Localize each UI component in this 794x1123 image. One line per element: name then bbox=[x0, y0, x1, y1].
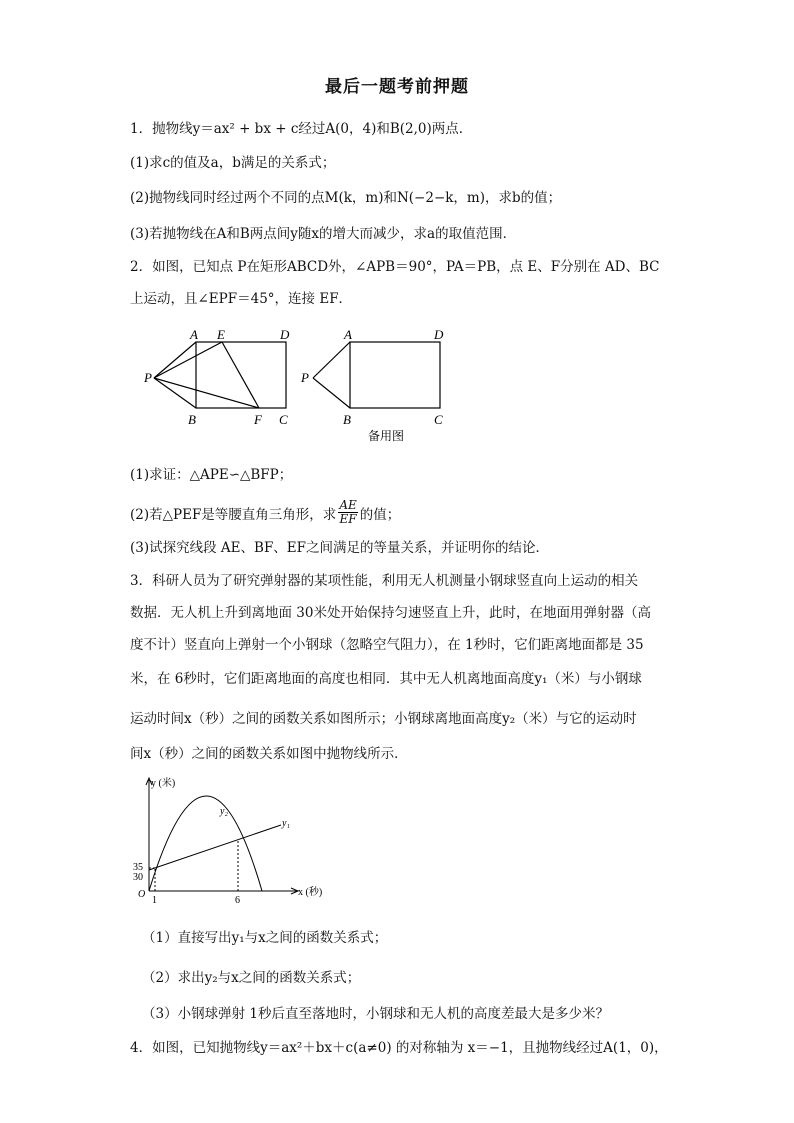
q3-line6: 间x（秒）之间的函数关系如图中抛物线所示． bbox=[130, 746, 408, 762]
q2-stem-line1: 2．如图，已知点 P在矩形ABCD外，∠APB＝90°，PA＝PB，点 E、F分别在 AD、BC bbox=[130, 259, 660, 275]
label-a-2: A bbox=[344, 327, 352, 342]
backup-figure-caption: 备用图 bbox=[368, 429, 405, 443]
q2-part1: (1)求证：△APE∽△BFP； bbox=[130, 467, 293, 483]
label-f: F bbox=[254, 412, 262, 427]
line-y1 bbox=[149, 825, 281, 870]
label-d-2: D bbox=[434, 327, 444, 342]
label-c-2: C bbox=[434, 412, 443, 427]
page-title: 最后一题考前押题 bbox=[325, 77, 469, 97]
curve-label-y1: y₁ bbox=[282, 818, 290, 829]
origin-label: O bbox=[138, 889, 146, 900]
q3-graph bbox=[130, 774, 330, 914]
q1-part3: (3)若抛物线在A和B两点间y随x的增大而减少，求a的取值范围． bbox=[130, 226, 517, 242]
q3-part2: （2）求出y₂与x之间的函数关系式； bbox=[142, 970, 361, 986]
q3-line4: 米，在 6秒时，它们距离地面的高度也相同．其中无人机离地面高度y₁（米）与小钢球 bbox=[130, 671, 642, 687]
q3-part1: （1）直接写出y₁与x之间的函数关系式； bbox=[142, 930, 388, 946]
label-b-2: B bbox=[343, 412, 351, 427]
y-axis-label: y (米) bbox=[151, 778, 176, 789]
q1-stem: 1．抛物线y＝ax² + bx + c经过A(0，4)和B(2,0)两点． bbox=[130, 121, 473, 137]
y-tick-30: 30 bbox=[133, 872, 143, 883]
label-b: B bbox=[188, 412, 196, 427]
q2-stem-line2: 上运动，且∠EPF＝45°，连接 EF． bbox=[130, 291, 353, 307]
q2-figure bbox=[138, 326, 458, 446]
x-tick-1: 1 bbox=[152, 895, 157, 906]
q3-line2: 数据．无人机上升到离地面 30米处开始保持匀速竖直上升，此时，在地面用弹射器（高 bbox=[130, 605, 651, 621]
x-axis-label: x (秒) bbox=[298, 887, 323, 898]
q3-line1: 3．科研人员为了研究弹射器的某项性能，利用无人机测量小钢球竖直向上运动的相关 bbox=[130, 573, 639, 589]
q1-part1: (1)求c的值及a，b满足的关系式； bbox=[130, 155, 336, 171]
label-p: P bbox=[144, 370, 152, 385]
q2-part3: (3)试探究线段 AE、BF、EF之间满足的等量关系，并证明你的结论． bbox=[130, 540, 550, 556]
q3-line3: 度不计）竖直向上弹射一个小钢球（忽略空气阻力），在 1秒时，它们距离地面都是 35 bbox=[130, 637, 644, 653]
y-tick-35: 35 bbox=[133, 862, 143, 873]
q4-stem: 4．如图，已知抛物线y＝ax²＋bx＋c(a≠0) 的对称轴为 x＝−1，且抛物线经过A(1，0)， bbox=[130, 1040, 668, 1056]
q2-part2-pre: (2)若△PEF是等腰直角三角形，求 bbox=[130, 506, 337, 523]
label-a: A bbox=[190, 327, 198, 342]
q1-part2: (2)抛物线同时经过两个不同的点M(k，m)和N(−2−k，m)，求b的值； bbox=[130, 190, 562, 206]
x-tick-6: 6 bbox=[235, 895, 240, 906]
label-e: E bbox=[217, 327, 225, 342]
q3-part3: （3）小钢球弹射 1秒后直至落地时，小钢球和无人机的高度差最大是多少米？ bbox=[142, 1006, 609, 1022]
fraction-denominator: EF bbox=[339, 512, 357, 526]
parabola-y2 bbox=[149, 796, 262, 891]
q2-part2 bbox=[130, 499, 400, 526]
q3-line5: 运动时间x（秒）之间的函数关系如图所示；小钢球离地面高度y₂（米）与它的运动时 bbox=[130, 711, 637, 727]
rect-abcd-2 bbox=[350, 342, 440, 408]
fraction-numerator: AE bbox=[339, 498, 357, 512]
q2-part2-post: 的值； bbox=[359, 506, 401, 523]
label-p-2: P bbox=[301, 370, 309, 385]
label-d: D bbox=[280, 327, 290, 342]
fraction bbox=[338, 499, 357, 526]
label-c: C bbox=[279, 412, 288, 427]
curve-label-y2: y₂ bbox=[220, 806, 228, 817]
